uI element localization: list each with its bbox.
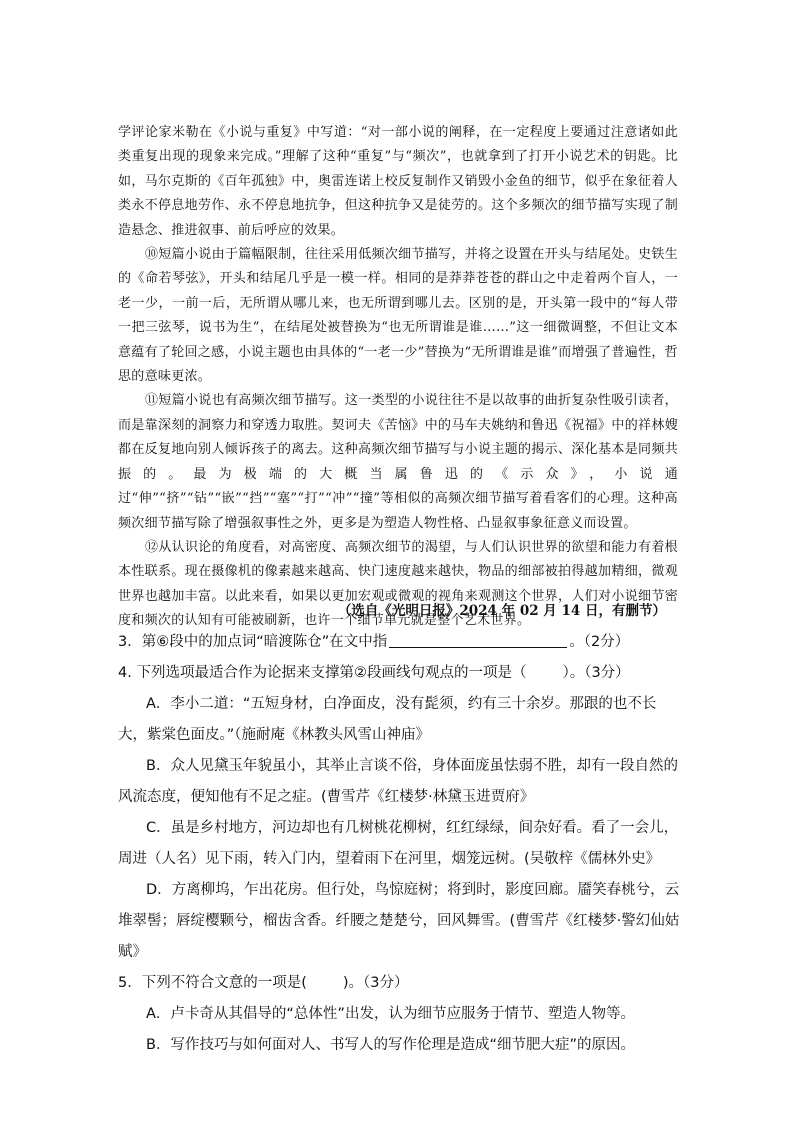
paragraph-10: ⑩短篇小说由于篇幅限制，往往采用低频次细节描写，并将之设置在开头与结尾处。史铁生的《命若琴弦》，开头和结尾几乎是一模一样。相同的是莽莽苍苍的群山之中走着两个盲人，一老一少，一前一后，无所谓从哪儿来，也无所谓到哪儿去。区别的是，开头第一段中的“每人带一把三弦琴，说书为生”，在结尾处被替换为“也无所谓谁是谁……”这一细微调整，不但让文本意蕴有了轮回之感，小说主题也由具体的“一老一少”替换为“无所谓谁是谁”而增强了普遍性，哲思的意味更浓。 xyxy=(118,247,678,385)
question-4-score: ）。（3分） xyxy=(562,665,630,681)
question-4-option-b: B．众人见黛玉年貌虽小，其举止言谈不俗，身体面庞虽怯弱不胜，却有一段自然的风流态度，便知他有不足之症。(曹雪芹《红楼梦·林黛玉进贾府》 xyxy=(118,758,678,805)
question-3-stem: 3．第⑥段中的加点词“暗渡陈仓”在文中指 xyxy=(118,634,388,650)
question-3 xyxy=(118,627,680,658)
question-4-option-c: C．虽是乡村地方，河边却也有几树桃花柳树，红红绿绿，间杂好看。看了一会儿，周进（人名）见下雨，转入门内，望着雨下在河里，烟笼远树。(吴敬梓《儒林外史》 xyxy=(118,820,679,867)
question-4 xyxy=(118,658,680,689)
question-4-option-d: D．方离柳坞，乍出花房。但行处，鸟惊庭树；将到时，影度回廊。靥笑春桃兮，云堆翠髻；唇绽樱颗兮，榴齿含香。纤腰之楚楚兮，回风舞雪。(曹雪芹《红楼梦·警幻仙姑赋》 xyxy=(118,882,680,960)
question-5-option-a: A．卢卡奇从其倡导的“总体性”出发，认为细节应服务于情节、塑造人物等。 xyxy=(146,1006,635,1022)
paragraph-12: ⑫从认识论的角度看，对高密度、高频次细节的渴望，与人们认识世界的欲望和能力有着根本性联系。现在摄像机的像素越来越高、快门速度越来越快，物品的细部被拍得越加精细，微观世界也越加丰富。以此来看，如果以更加宏观或微观的视角来观测这个世界，人们对小说细节密度和频次的认知有可能被刷新，也许一个细节单元就是整个艺术世界。 xyxy=(118,539,678,629)
answer-blank[interactable] xyxy=(389,631,567,648)
paragraph-11: ⑪短篇小说也有高频次细节描写。这一类型的小说往往不是以故事的曲折复杂性吸引读者，而是靠深刻的洞察力和穿透力取胜。契诃夫《苦恼》中的马车夫姚纳和鲁迅《祝福》中的祥林嫂都在反复地向别人倾诉孩子的离去。这种高频次细节描写与小说主题的揭示、深化基本是同频共振的。最为极端的大概当属鲁迅的《示众》，小说通过“伸”“挤”“钻”“嵌”“挡”“塞”“打”“冲”“撞”等相似的高频次细节描写着看客们的心理。这种高频次细节描写除了增强叙事性之外，更多是为塑造人物性格、凸显叙事象征意义而设置。 xyxy=(118,393,678,531)
question-5 xyxy=(118,968,680,999)
reading-passage xyxy=(118,121,678,634)
question-5-score: )。（3分） xyxy=(342,975,409,991)
paragraph-continued: 学评论家米勒在《小说与重复》中写道：“对一部小说的阐释，在一定程度上要通过注意诸如此类重复出现的现象来完成。”理解了这种“重复”与“频次”，也就拿到了打开小说艺术的钥匙。比如，马尔克斯的《百年孤独》中，奥雷连诺上校反复制作又销毁小金鱼的细节，似乎在象征着人类永不停息地劳作、永不停息地抗争，但这种抗争又是徒劳的。这个多频次的细节描写实现了制造悬念、推进叙事、前后呼应的效果。 xyxy=(118,125,678,238)
question-section xyxy=(118,627,680,1061)
question-5-stem: 5．下列不符合文意的一项是( xyxy=(118,975,307,991)
question-4-stem: 4. 下列选项最适合作为论据来支撑第②段画线句观点的一项是（ xyxy=(118,665,527,681)
question-3-score: 。（2分） xyxy=(569,634,630,650)
question-5-option-b: B．写作技巧与如何面对人、书写人的写作伦理是造成“细节肥大症”的原因。 xyxy=(146,1037,635,1053)
source-citation: （选自《光明日报》2024 年 02 月 14 日，有删节） xyxy=(337,603,666,619)
question-4-option-a: A．李小二道：“五短身材，白净面皮，没有髭须，约有三十余岁。那跟的也不长大，紫棠色面皮。”（施耐庵《林教头风雪山神庙》 xyxy=(118,696,657,743)
